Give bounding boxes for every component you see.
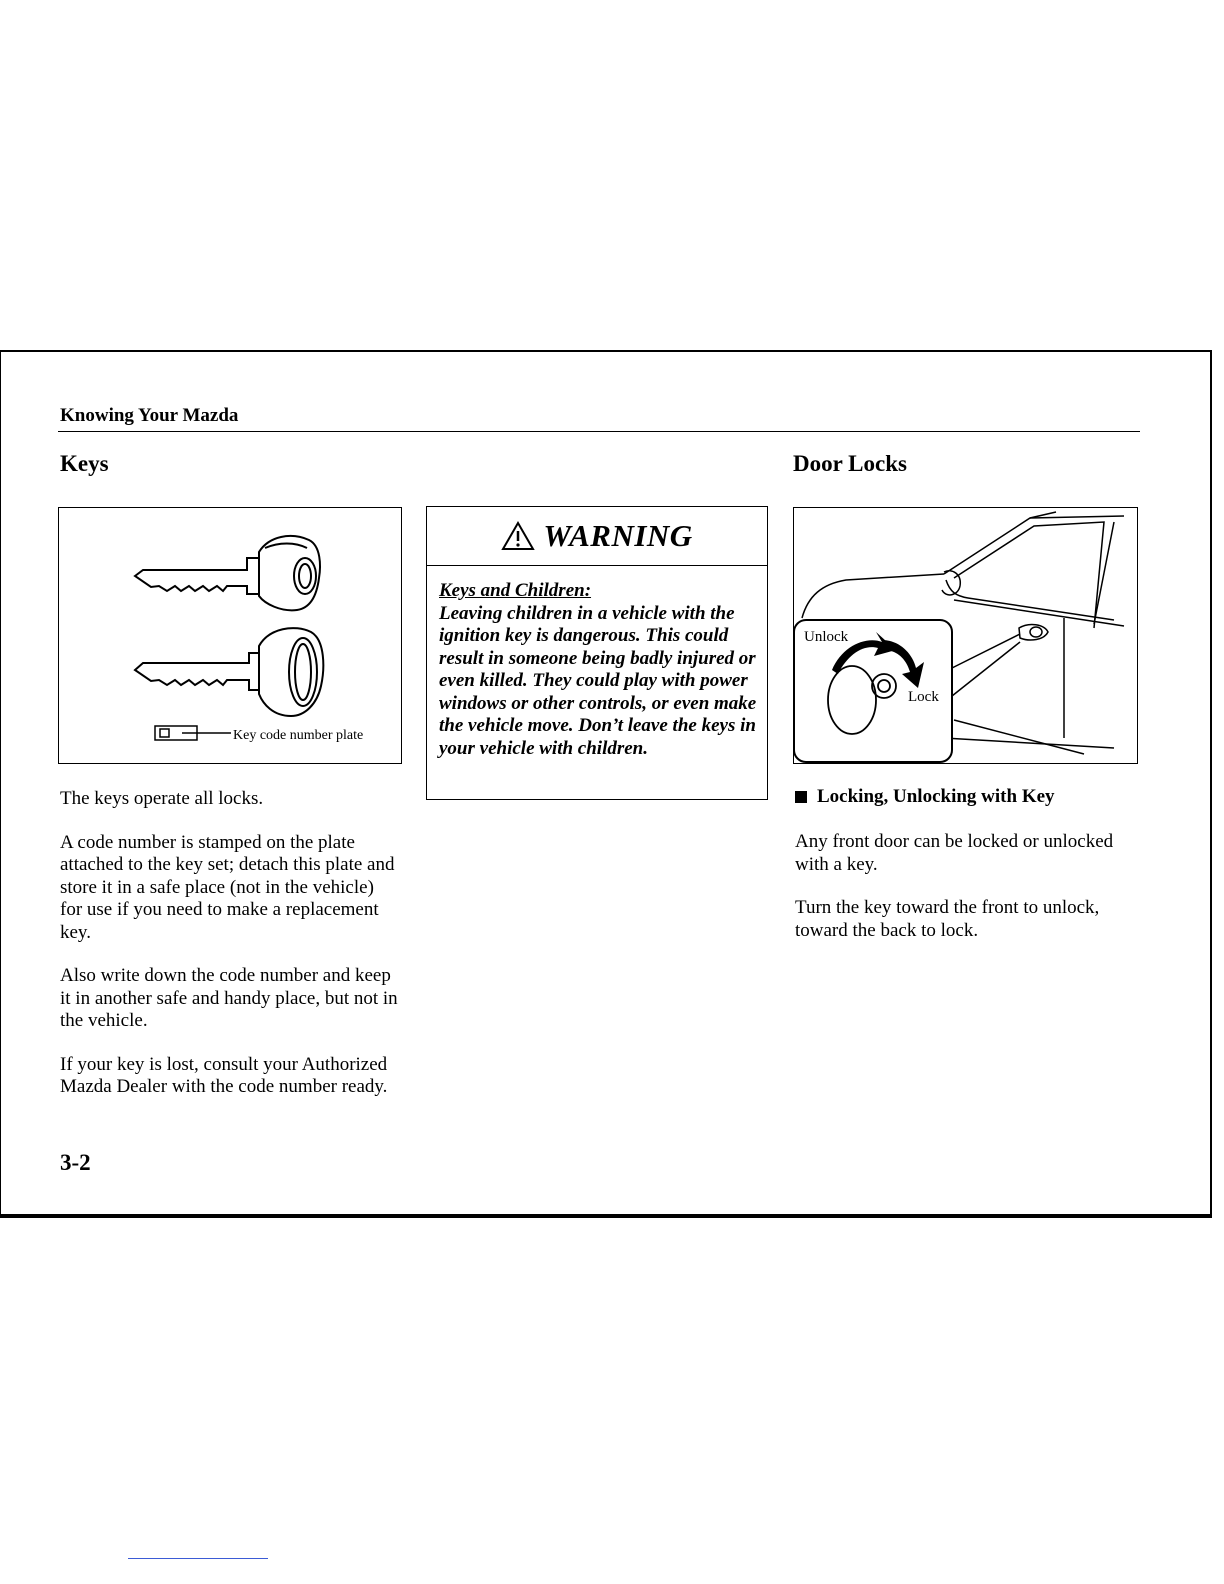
door-locks-subheading-text: Locking, Unlocking with Key [817, 786, 1055, 807]
door-locks-subheading [795, 786, 1055, 808]
keys-paragraph-1: The keys operate all locks. [60, 788, 264, 809]
warning-subtitle: Keys and Children: [439, 580, 592, 601]
running-head: Knowing Your Mazda [60, 405, 239, 426]
keys-illustration [59, 508, 401, 763]
key-code-plate-label: Key code number plate [233, 728, 364, 743]
door-locks-title: Door Locks [793, 451, 907, 476]
warning-box [426, 506, 768, 800]
door-locks-paragraph-1: Any front door can be locked or unlocked with a key. [795, 831, 1114, 875]
warning-title: WARNING [543, 518, 693, 553]
lock-label: Lock [908, 689, 939, 705]
warning-header [427, 507, 767, 566]
page-number: 3-2 [60, 1150, 91, 1175]
door-lock-illustration [794, 508, 1137, 763]
warning-triangle-icon [501, 521, 535, 551]
keys-paragraph-3: Also write down the code number and keep it in another safe and handy place, but not in the vehicle. [60, 965, 398, 1031]
keys-paragraph-2: A code number is stamped on the plate attached to the key set; detach this plate and store it in a safe place (not in the vehicle) for use if you need to make a replacement key. [60, 831, 395, 943]
keys-figure [58, 507, 402, 764]
square-bullet-icon [795, 791, 807, 803]
door-locks-body [795, 831, 1145, 963]
door-locks-paragraph-2: Turn the key toward the front to unlock, toward the back to lock. [795, 897, 1100, 941]
header-rule [58, 431, 1140, 432]
key-code-plate-icon [155, 726, 231, 740]
key-top-icon [135, 536, 320, 610]
footer-link-line [128, 1558, 268, 1559]
unlock-label: Unlock [804, 629, 849, 645]
keys-title: Keys [60, 451, 109, 476]
warning-body [427, 566, 767, 760]
keys-paragraph-4: If your key is lost, consult your Authorized Mazda Dealer with the code number ready. [60, 1053, 388, 1097]
key-bottom-icon [135, 628, 323, 716]
door-lock-figure [793, 507, 1138, 764]
keys-body [60, 788, 400, 1120]
warning-text: Leaving children in a vehicle with the ignition key is dangerous. This could result in someone being badly injured or even killed. They could play with power windows or other controls, or even make the vehicle move. Don’t leave the keys in your vehicle with children. [439, 602, 757, 759]
